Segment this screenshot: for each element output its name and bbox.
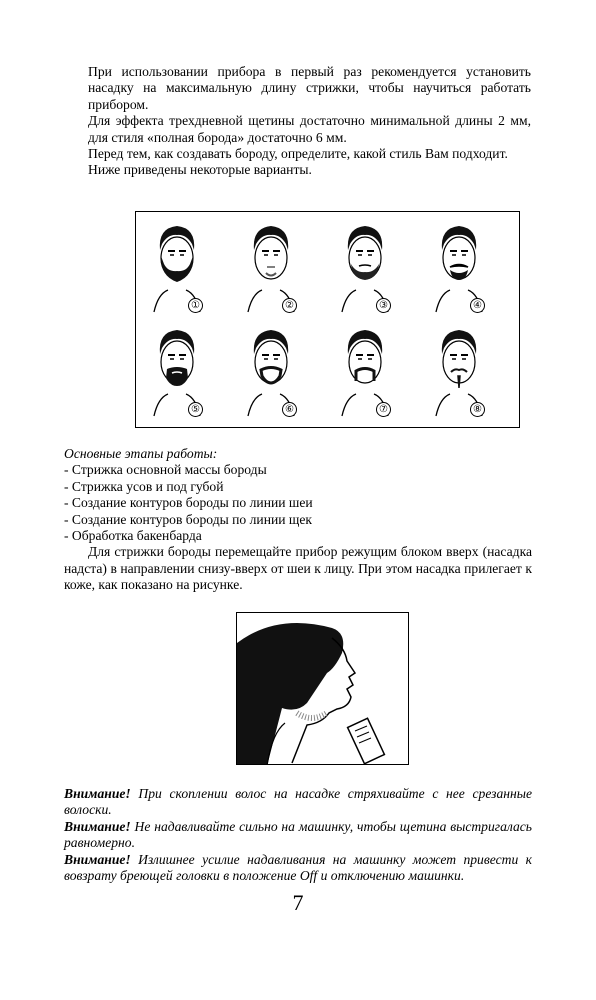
warning-1-text: При скоплении волос на насадке стряхивайте с нее срезанные волоски. [64, 786, 532, 818]
warning-3-label: Внимание! [64, 851, 131, 867]
step-item-2: - Стрижка усов и под губой [64, 478, 224, 494]
warnings [64, 786, 532, 884]
style-number-4: ④ [470, 298, 485, 313]
intro-text [88, 64, 531, 179]
style-number-3: ③ [376, 298, 391, 313]
warning-1-label: Внимание! [64, 786, 131, 801]
page-number: 7 [292, 890, 304, 915]
intro-paragraph-2: Для эффекта трехдневной щетины достаточно минимальной длины 2 мм, для стиля «полная борода» достаточно 6 мм. [88, 113, 531, 145]
step-item-4: - Создание контуров бороды по линии щек [64, 511, 313, 527]
style-number-5: ⑤ [188, 402, 203, 417]
intro-paragraph-3: Перед тем, как создавать бороду, определите, какой стиль Вам подходит. [88, 146, 508, 162]
step-item-1: - Стрижка основной массы бороды [64, 462, 267, 478]
warning-2-label: Внимание! [64, 818, 131, 834]
trimming-instructions: Для стрижки бороды перемещайте прибор режущим блоком вверх (насадка надста) в направлении снизу-вверх от шеи к лицу. При этом насадка прилегает к коже, как показано на рисунке. [64, 544, 532, 593]
warning-2-text: Не надавливайте сильно на машинку, чтобы щетина выстригалась равномерно. [64, 818, 532, 851]
work-steps [64, 446, 532, 594]
style-number-8: ⑧ [470, 402, 485, 417]
warning-1 [64, 786, 532, 819]
warning-3-text: Излишнее усилие надавливания на машинку может привести к вовзрату бреющей головки в положение Off и отключению машинки. [64, 851, 532, 884]
intro-paragraph-4: Ниже приведены некоторые варианты. [88, 162, 312, 178]
steps-heading: Основные этапы работы: [64, 446, 218, 461]
trimming-illustration [236, 612, 409, 765]
intro-paragraph-1: При использовании прибора в первый раз рекомендуется установить насадку на максимальную длину стрижки, чтобы научиться работать прибором. [88, 64, 531, 112]
beard-styles-figure [135, 211, 520, 428]
style-number-2: ② [282, 298, 297, 313]
style-number-7: ⑦ [376, 402, 391, 417]
warning-3 [64, 852, 532, 885]
style-number-1: ① [188, 298, 203, 313]
step-item-3: - Создание контуров бороды по линии шеи [64, 495, 313, 511]
warning-2 [64, 819, 532, 852]
style-number-6: ⑥ [282, 402, 297, 417]
step-item-5: - Обработка бакенбарда [64, 528, 202, 544]
